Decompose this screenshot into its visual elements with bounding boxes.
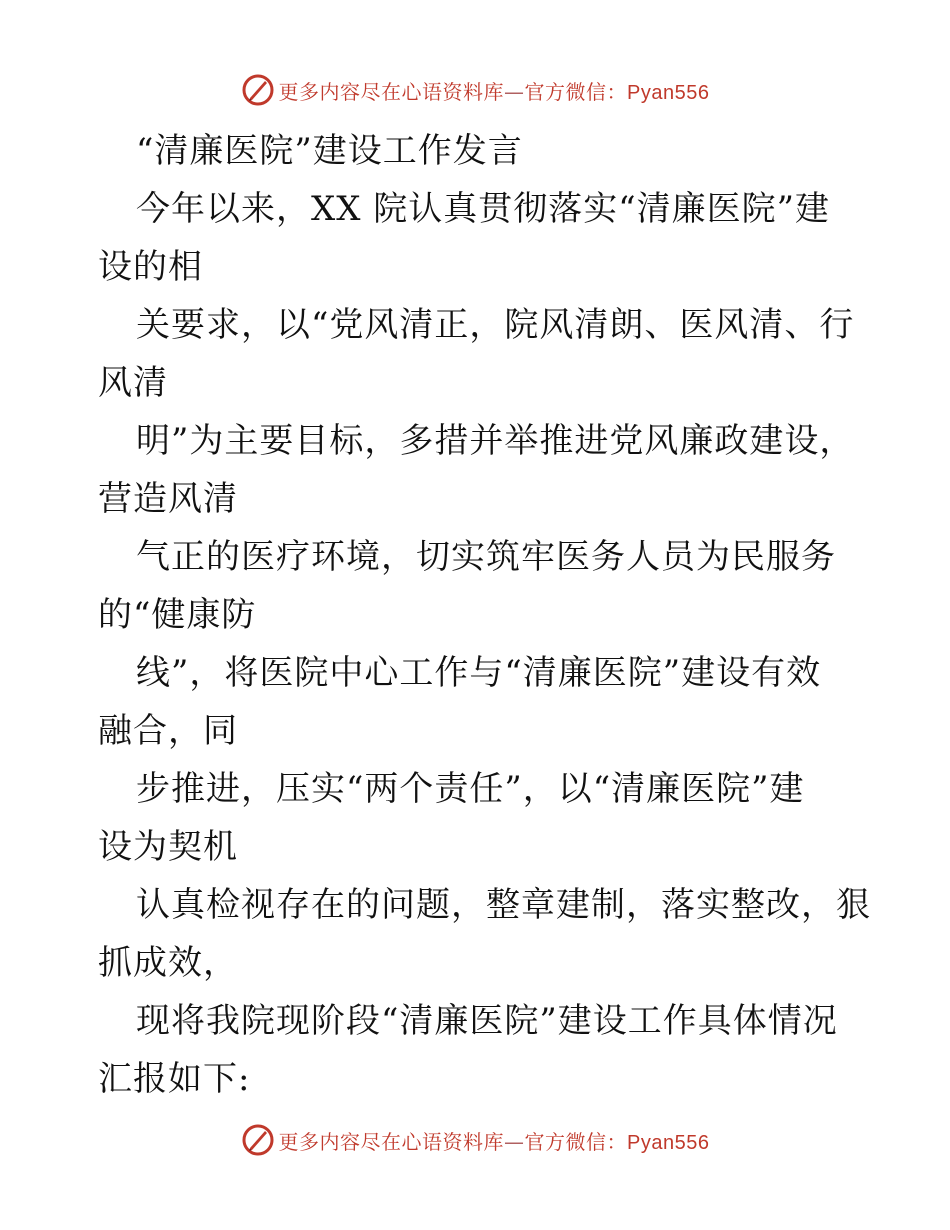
document-title: “清廉医院”建设工作发言 [136, 131, 523, 171]
document-line: 步推进，压实“两个责任”，以“清廉医院”建 [136, 769, 805, 809]
watermark-text: 更多内容尽在心语资料库—官方微信：Pyan556 [278, 1129, 710, 1154]
document-line: 线”，将医院中心工作与“清廉医院”建设有效 [136, 653, 822, 693]
document-line: 明”为主要目标，多措并举推进党风廉政建设， [136, 421, 855, 461]
document-line: 营造风清 [98, 479, 238, 519]
watermark-banner-top [0, 70, 950, 110]
document-line: 认真检视存在的问题，整章建制，落实整改，狠 [136, 885, 871, 925]
document-line: 关要求，以“党风清正，院风清朗、医风清、行 [136, 305, 855, 345]
document-line: 设的相 [98, 247, 203, 287]
document-line: 今年以来，XX 院认真贯彻落实“清廉医院”建 [136, 189, 830, 229]
document-body [98, 122, 871, 1108]
watermark-text: 更多内容尽在心语资料库—官方微信：Pyan556 [278, 79, 710, 104]
document-line: 气正的医疗环境，切实筑牢医务人员为民服务 [136, 537, 836, 577]
quill-logo-icon [241, 1123, 275, 1157]
document-line: 的“健康防 [98, 595, 257, 635]
document-line: 融合，同 [98, 711, 238, 751]
watermark-banner-bottom [0, 1120, 950, 1160]
document-line: 抓成效， [98, 943, 238, 983]
document-line: 汇报如下: [98, 1059, 251, 1099]
document-line: 风清 [98, 363, 168, 403]
document-line: 设为契机 [98, 827, 238, 867]
document-line: 现将我院现阶段“清廉医院”建设工作具体情况 [136, 1001, 838, 1041]
quill-logo-icon [241, 73, 275, 107]
